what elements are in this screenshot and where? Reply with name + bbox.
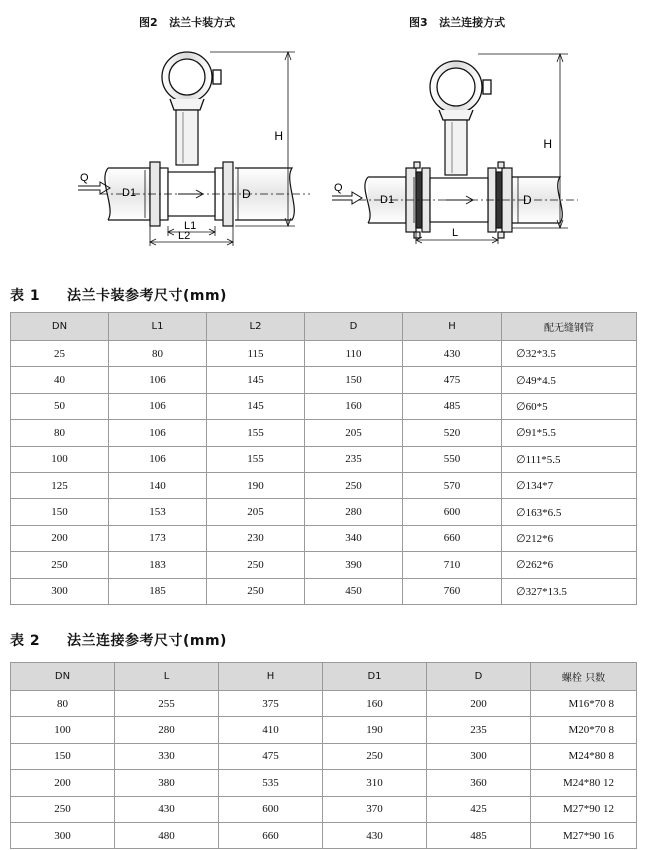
table-cell: ∅262*6 — [502, 552, 637, 578]
table-cell: M20*70 8 — [531, 717, 637, 743]
table-row — [11, 552, 637, 578]
table-cell: 760 — [403, 578, 502, 604]
table-cell: 150 — [11, 743, 115, 769]
table-cell: 600 — [219, 796, 323, 822]
table-cell: 80 — [109, 341, 207, 367]
table-cell: M24*80 12 — [531, 770, 637, 796]
table-cell: 230 — [207, 525, 305, 551]
converter-head — [430, 61, 491, 120]
label-Q: Q — [80, 172, 89, 184]
table-cell: 425 — [427, 796, 531, 822]
table-row — [11, 578, 637, 604]
table-cell: 410 — [219, 717, 323, 743]
table-cell: 140 — [109, 472, 207, 498]
column-header: H — [403, 313, 502, 341]
table-cell: 300 — [11, 822, 115, 848]
label-D1: D1 — [380, 194, 395, 206]
table-cell: 485 — [403, 393, 502, 419]
column-header: DN — [11, 663, 115, 691]
table-cell: 450 — [305, 578, 403, 604]
table-cell: 250 — [305, 472, 403, 498]
table-cell: 110 — [305, 341, 403, 367]
table-cell: 430 — [115, 796, 219, 822]
table-cell: 480 — [115, 822, 219, 848]
table-cell: 160 — [305, 393, 403, 419]
table-row — [11, 796, 637, 822]
table-cell: 250 — [207, 578, 305, 604]
table-cell: ∅111*5.5 — [502, 446, 637, 472]
table-cell: 430 — [403, 341, 502, 367]
table-2-title: 表 2 法兰连接参考尺寸(mm) — [10, 633, 227, 649]
table-2 — [10, 662, 637, 849]
label-L2: L2 — [178, 230, 191, 242]
table-cell: 106 — [109, 420, 207, 446]
table-cell: 235 — [427, 717, 531, 743]
table-cell: 250 — [207, 552, 305, 578]
table-cell: 280 — [115, 717, 219, 743]
table-cell: 360 — [427, 770, 531, 796]
table-cell: ∅163*6.5 — [502, 499, 637, 525]
label-L1: L1 — [184, 220, 197, 232]
table-cell: 660 — [219, 822, 323, 848]
table-cell: 710 — [403, 552, 502, 578]
label-Q: Q — [334, 182, 343, 194]
table-cell: 40 — [11, 367, 109, 393]
table-cell: 250 — [11, 796, 115, 822]
table-cell: 330 — [115, 743, 219, 769]
table-cell: 200 — [427, 691, 531, 717]
table-row — [11, 525, 637, 551]
table-cell: 205 — [207, 499, 305, 525]
table-cell: 300 — [11, 578, 109, 604]
table-row — [11, 743, 637, 769]
table-cell: 280 — [305, 499, 403, 525]
table-cell: 125 — [11, 472, 109, 498]
figure-3-diagram — [328, 40, 590, 250]
table-cell: 106 — [109, 446, 207, 472]
table-cell: 80 — [11, 691, 115, 717]
table-cell: 475 — [219, 743, 323, 769]
table-row — [11, 393, 637, 419]
table-row — [11, 822, 637, 848]
table-cell: 190 — [207, 472, 305, 498]
table-cell: 520 — [403, 420, 502, 446]
column-header: 配无缝钢管 — [502, 313, 637, 341]
label-L: L — [452, 227, 459, 239]
table-cell: 600 — [403, 499, 502, 525]
table-cell: 550 — [403, 446, 502, 472]
table-cell: ∅212*6 — [502, 525, 637, 551]
table-cell: 475 — [403, 367, 502, 393]
table-row — [11, 341, 637, 367]
table-cell: 390 — [305, 552, 403, 578]
table-cell: 255 — [115, 691, 219, 717]
table-cell: ∅327*13.5 — [502, 578, 637, 604]
converter-head — [162, 52, 221, 110]
table-cell: 380 — [115, 770, 219, 796]
table-cell: 100 — [11, 717, 115, 743]
column-header: D1 — [323, 663, 427, 691]
table-cell: 115 — [207, 341, 305, 367]
table-cell: M27*90 12 — [531, 796, 637, 822]
table-cell: 340 — [305, 525, 403, 551]
table-cell: 153 — [109, 499, 207, 525]
table-cell: ∅49*4.5 — [502, 367, 637, 393]
table-1-title: 表 1 法兰卡装参考尺寸(mm) — [10, 288, 227, 304]
table-header-row — [11, 313, 637, 341]
figure-2-diagram — [70, 40, 320, 250]
table-cell: 535 — [219, 770, 323, 796]
table-cell: 375 — [219, 691, 323, 717]
table-cell: 200 — [11, 770, 115, 796]
table-cell: 250 — [323, 743, 427, 769]
table-cell: 106 — [109, 367, 207, 393]
table-cell: 150 — [305, 367, 403, 393]
table-cell: 660 — [403, 525, 502, 551]
table-cell: 300 — [427, 743, 531, 769]
table-cell: ∅60*5 — [502, 393, 637, 419]
table-row — [11, 717, 637, 743]
table-row — [11, 499, 637, 525]
table-cell: 185 — [109, 578, 207, 604]
table-cell: 235 — [305, 446, 403, 472]
table-row — [11, 420, 637, 446]
column-header: L2 — [207, 313, 305, 341]
table-cell: 80 — [11, 420, 109, 446]
table-cell: 430 — [323, 822, 427, 848]
column-header: L1 — [109, 313, 207, 341]
column-header: DN — [11, 313, 109, 341]
table-cell: ∅91*5.5 — [502, 420, 637, 446]
sensor-stem — [176, 110, 198, 165]
column-header: D — [305, 313, 403, 341]
table-cell: 50 — [11, 393, 109, 419]
table-cell: ∅32*3.5 — [502, 341, 637, 367]
column-header: H — [219, 663, 323, 691]
table-row — [11, 691, 637, 717]
table-cell: M16*70 8 — [531, 691, 637, 717]
table-cell: 370 — [323, 796, 427, 822]
table-cell: 250 — [11, 552, 109, 578]
label-D: D — [523, 193, 532, 207]
table-row — [11, 770, 637, 796]
figure-2-title: 图2 法兰卡装方式 — [139, 16, 236, 29]
table-header-row — [11, 663, 637, 691]
table-cell: 205 — [305, 420, 403, 446]
sensor-stem — [445, 120, 467, 175]
figure-3-title: 图3 法兰连接方式 — [409, 16, 506, 29]
label-D: D — [242, 187, 251, 201]
table-cell: 155 — [207, 446, 305, 472]
column-header: L — [115, 663, 219, 691]
table-cell: M27*90 16 — [531, 822, 637, 848]
label-D1: D1 — [122, 187, 137, 199]
table-cell: 173 — [109, 525, 207, 551]
table-cell: 190 — [323, 717, 427, 743]
column-header: D — [427, 663, 531, 691]
table-cell: 150 — [11, 499, 109, 525]
table-row — [11, 472, 637, 498]
table-row — [11, 367, 637, 393]
table-cell: 570 — [403, 472, 502, 498]
table-cell: 200 — [11, 525, 109, 551]
table-cell: 145 — [207, 367, 305, 393]
table-row — [11, 446, 637, 472]
table-cell: 106 — [109, 393, 207, 419]
table-cell: M24*80 8 — [531, 743, 637, 769]
column-header: 螺栓 只数 — [531, 663, 637, 691]
table-cell: 160 — [323, 691, 427, 717]
table-cell: 485 — [427, 822, 531, 848]
table-cell: 183 — [109, 552, 207, 578]
table-cell: ∅134*7 — [502, 472, 637, 498]
table-cell: 145 — [207, 393, 305, 419]
table-cell: 100 — [11, 446, 109, 472]
table-cell: 155 — [207, 420, 305, 446]
label-H: H — [274, 129, 283, 143]
table-cell: 25 — [11, 341, 109, 367]
table-1 — [10, 312, 637, 605]
table-cell: 310 — [323, 770, 427, 796]
label-H: H — [543, 137, 552, 151]
